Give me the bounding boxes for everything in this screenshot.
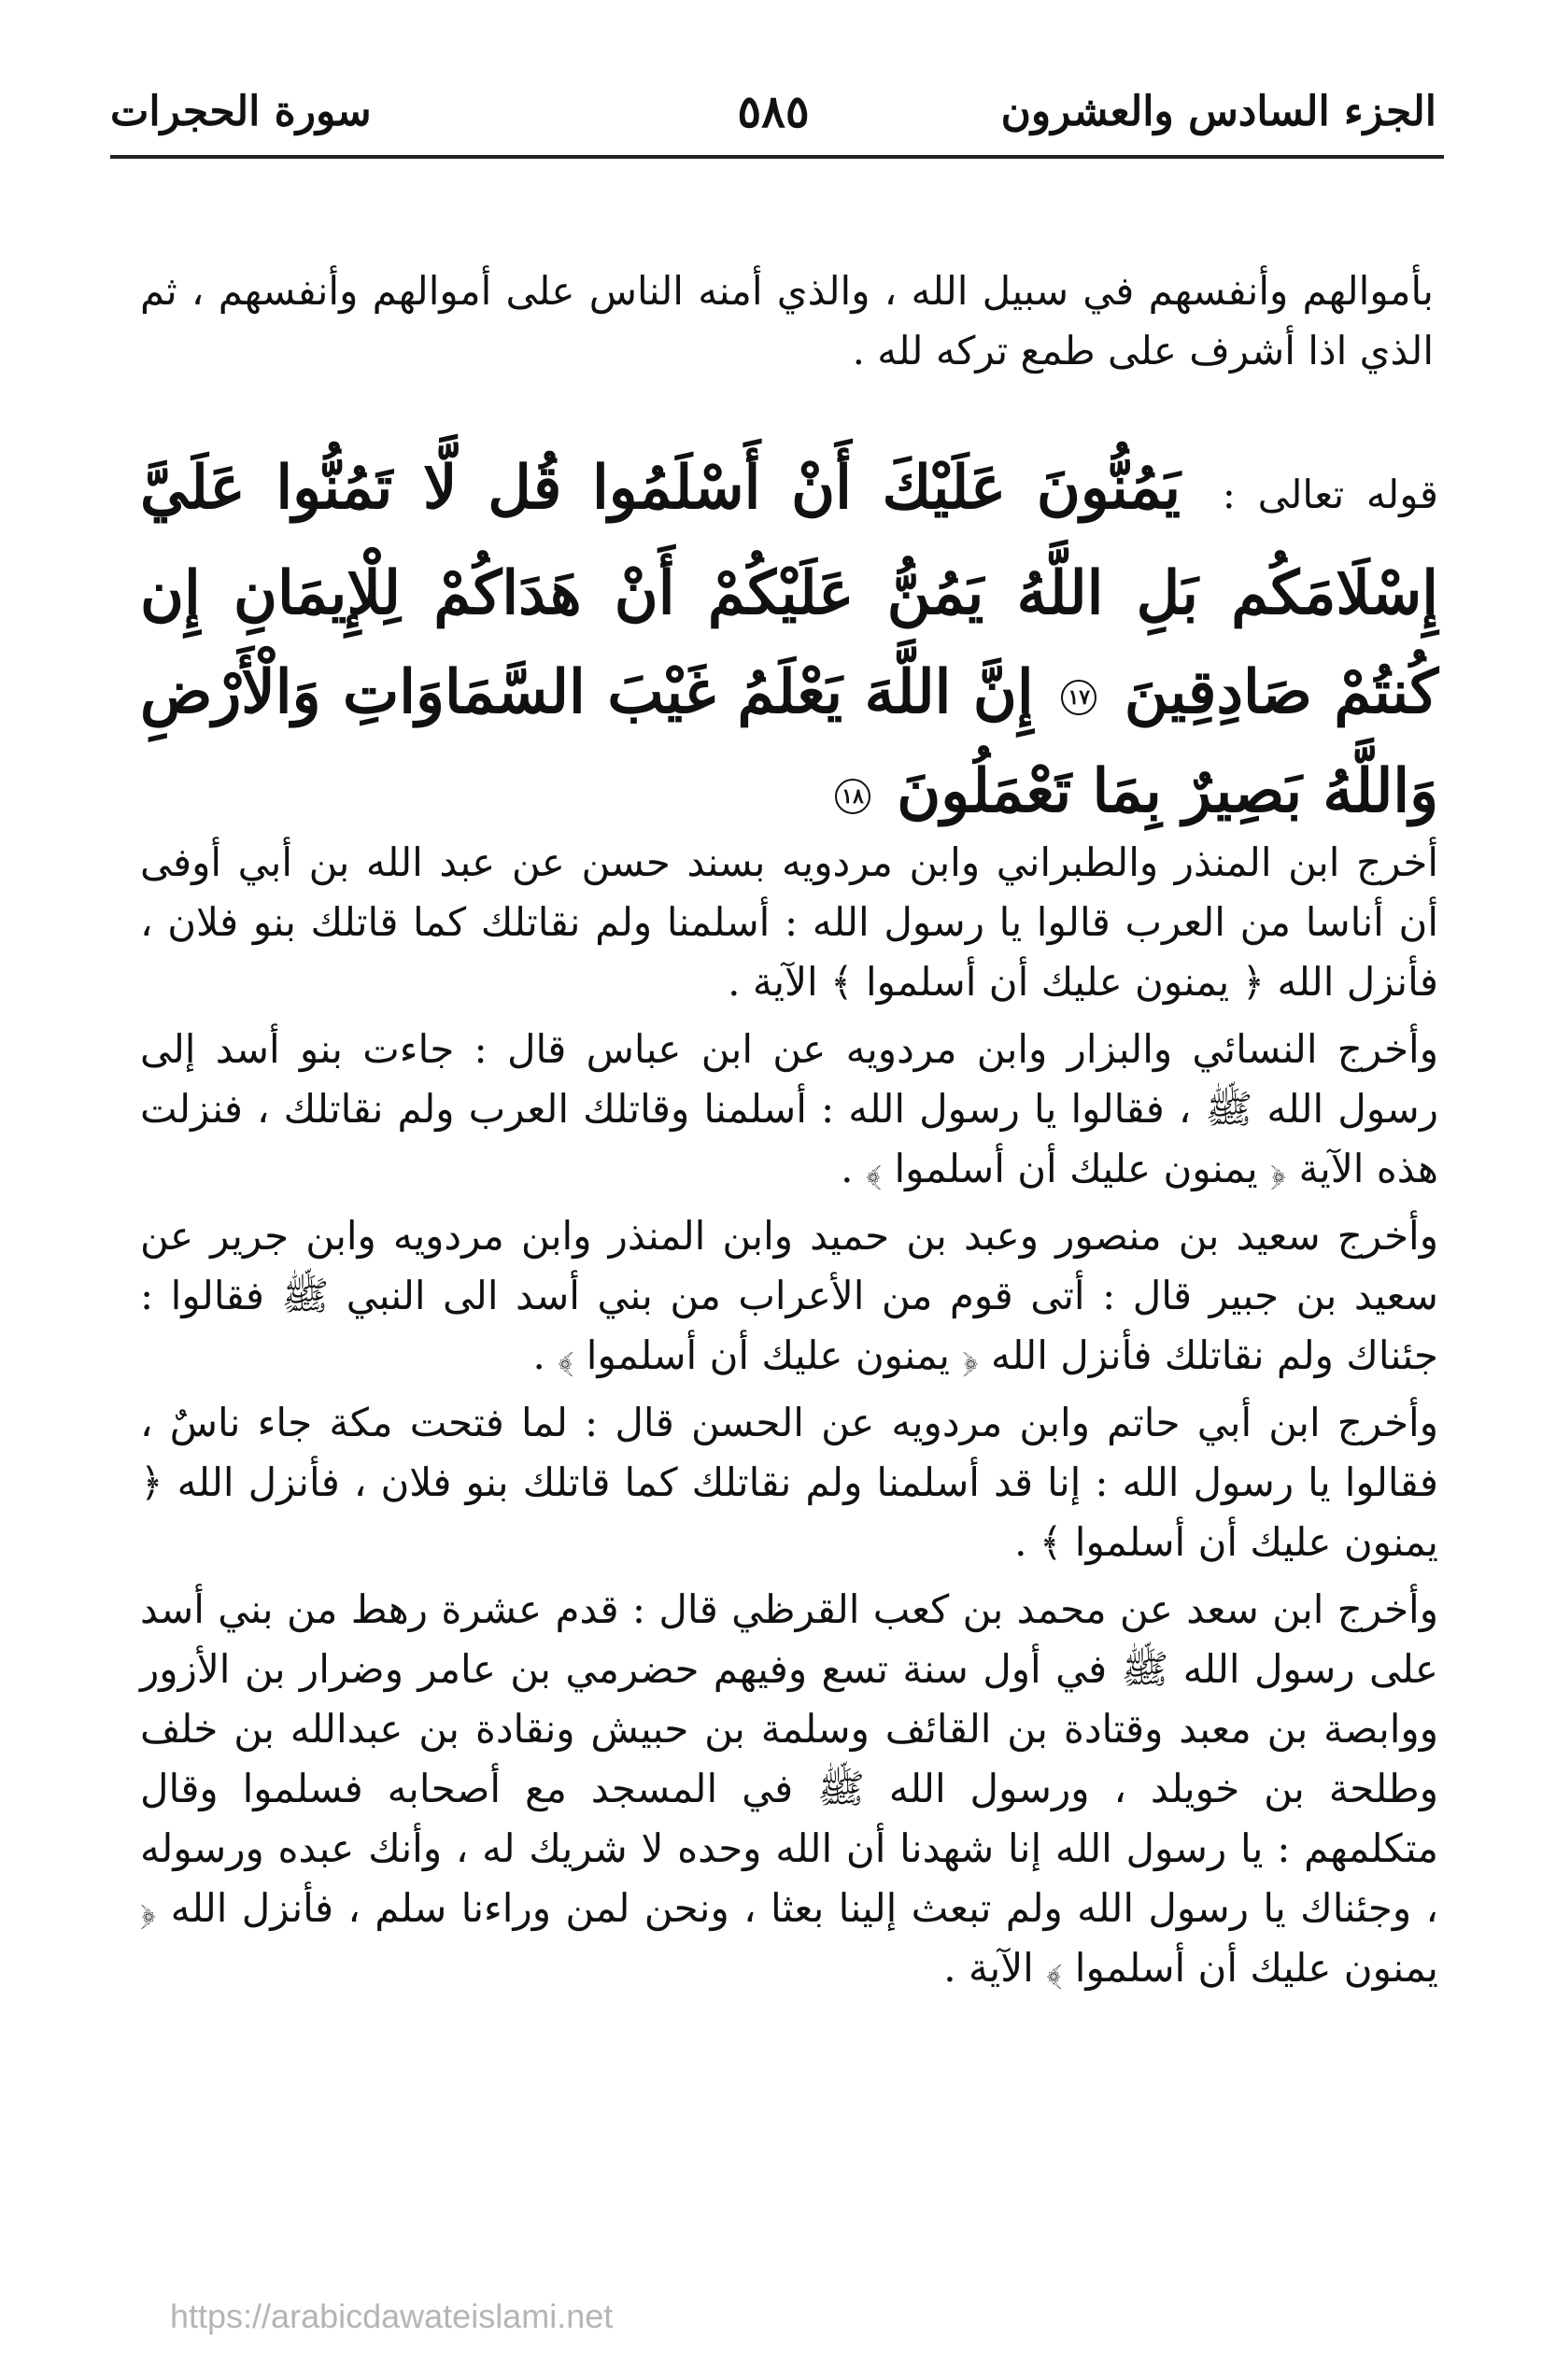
surah-name: سورة الحجرات: [110, 88, 372, 135]
verse-text-17: يَمُنُّونَ عَلَيْكَ أَنْ أَسْلَمُوا قُل لَّا تَمُنُّوا عَلَيَّ إِسْلَامَكُم بَلِ اللَّهُ يَمُنُّ عَلَيْكُمْ أَنْ هَدَاكُمْ لِلْإِيمَانِ إِن كُنتُمْ صَادِقِينَ: [140, 453, 1439, 727]
narration-paragraph: أخرج ابن المنذر والطبراني وابن مردويه بسند حسن عن عبد الله بن أبي أوفى أن أناسا من العرب قالوا يا رسول الله : أسلمنا ولم نقاتلك كما قاتلك بنو فلان ، فأنزل الله ﴿ يمنون عليك أن أسلموا ﴾ الآية .: [140, 839, 1438, 1005]
page-number: ٥٨٥: [737, 86, 810, 138]
header-divider: [110, 155, 1444, 159]
narration-paragraph: وأخرج سعيد بن منصور وعبد بن حميد وابن المنذر وابن مردويه وابن جرير عن سعيد بن جبير قال : أتى قوم من الأعراب من بني أسد الى النبي ﷺ فقالوا : جئناك ولم نقاتلك فأنزل الله ﴿ يمنون عليك أن أسلموا ﴾ .: [140, 1213, 1438, 1378]
narrations: [140, 833, 1438, 2006]
quran-verse: [140, 439, 1438, 841]
intro-paragraph: بأموالهم وأنفسهم في سبيل الله ، والذي أمنه الناس على أموالهم وأنفسهم ، ثم الذي اذا أشرف على طمع تركه لله .: [140, 268, 1434, 373]
ayah-number-18: ١٨: [835, 779, 870, 814]
page-header: [110, 82, 1436, 148]
verse-intro-label: قوله تعالى :: [1222, 472, 1439, 517]
ayah-number-17: ١٧: [1061, 680, 1096, 715]
watermark-url: https://arabicdawateislami.net: [170, 2297, 614, 2335]
part-title: الجزء السادس والعشرون: [1000, 88, 1436, 135]
narration-paragraph: وأخرج ابن سعد عن محمد بن كعب القرظي قال : قدم عشرة رهط من بني أسد على رسول الله ﷺ في أول سنة تسع وفيهم حضرمي بن عامر وضرار بن الأزور ووابصة بن معبد وقتادة بن القائف وسلمة بن حبيش ونقادة بن عبدالله بن خلف وطلحة بن خويلد ، ورسول الله ﷺ في المسجد مع أصحابه فسلموا وقال متكلمهم : يا رسول الله إنا شهدنا أن الله وحده لا شريك له ، وأنك عبده ورسوله ، وجئناك يا رسول الله ولم تبعث إلينا بعثا ، ونحن لمن وراءنا سلم ، فأنزل الله ﴿ يمنون عليك أن أسلموا ﴾ الآية .: [140, 1586, 1438, 1991]
verse-text-18: إِنَّ اللَّهَ يَعْلَمُ غَيْبَ السَّمَاوَاتِ وَالْأَرْضِ وَاللَّهُ بَصِيرٌ بِمَا تَعْمَلُونَ: [140, 657, 1438, 826]
narration-paragraph: وأخرج ابن أبي حاتم وابن مردويه عن الحسن قال : لما فتحت مكة جاء ناسٌ ، فقالوا يا رسول الله : إنا قد أسلمنا ولم نقاتلك كما قاتلك بنو فلان ، فأنزل الله ﴿ يمنون عليك أن أسلموا ﴾ .: [140, 1400, 1438, 1565]
narration-paragraph: وأخرج النسائي والبزار وابن مردويه عن ابن عباس قال : جاءت بنو أسد إلى رسول الله ﷺ ، فقالوا يا رسول الله : أسلمنا وقاتلك العرب ولم نقاتلك ، فنزلت هذه الآية ﴿ يمنون عليك أن أسلموا ﴾ .: [140, 1026, 1438, 1191]
